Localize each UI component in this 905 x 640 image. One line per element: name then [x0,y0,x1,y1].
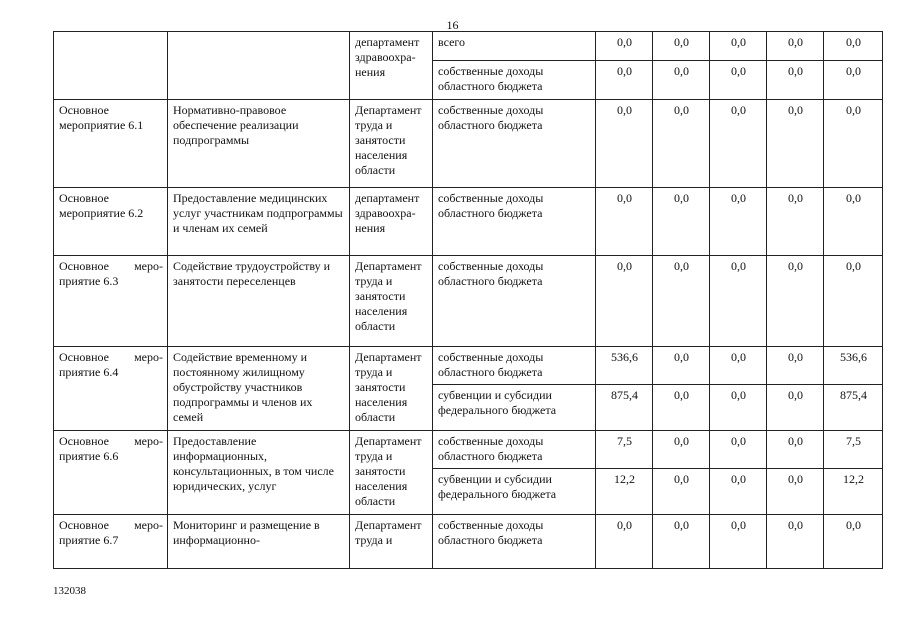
table-row [54,256,883,347]
measure-cell [54,431,168,515]
value-cell: 0,0 [824,100,883,188]
value-cell: 0,0 [767,32,824,61]
value-cell: 0,0 [710,100,767,188]
value-cell: 0,0 [653,469,710,515]
source-cell: собственные доходы областного бюджета [433,188,596,256]
value-cell: 0,0 [596,32,653,61]
value-cell: 0,0 [653,61,710,100]
description-cell: Мониторинг и размещение в информационно- [168,515,350,569]
value-cell: 536,6 [596,347,653,385]
value-cell: 0,0 [710,32,767,61]
table-row [54,431,883,469]
description-cell: Содействие временному и постоянному жилищному обустройству участников подпрограммы и членов их семей [168,347,350,431]
measure-cell [54,515,168,569]
value-cell: 0,0 [767,100,824,188]
value-cell: 0,0 [767,385,824,431]
measure-label-cont: приятие 6.4 [59,365,119,379]
table-row [54,100,883,188]
document-code: 132038 [53,585,86,597]
value-cell: 0,0 [653,347,710,385]
source-cell: всего [433,32,596,61]
measure-label-cont: приятие 6.3 [59,274,119,288]
value-cell: 12,2 [596,469,653,515]
executor-cell: Департамент труда и занятости населения области [350,100,433,188]
source-cell: собственные доходы областного бюджета [433,431,596,469]
table-row [54,347,883,385]
page-number: 16 [446,18,459,32]
measure-cell: Основное мероприятие 6.2 [54,188,168,256]
budget-table [53,31,883,569]
source-cell: собственные доходы областного бюджета [433,515,596,569]
value-cell: 0,0 [767,431,824,469]
value-cell: 0,0 [596,188,653,256]
description-cell [168,32,350,100]
value-cell: 875,4 [596,385,653,431]
measure-label-cont: приятие 6.7 [59,533,119,547]
value-cell: 0,0 [596,256,653,347]
measure-cell [54,256,168,347]
value-cell: 0,0 [653,100,710,188]
source-cell: собственные доходы областного бюджета [433,61,596,100]
value-cell: 0,0 [710,61,767,100]
value-cell: 0,0 [710,256,767,347]
source-cell: собственные доходы областного бюджета [433,256,596,347]
table-row [54,32,883,61]
value-cell: 0,0 [653,256,710,347]
value-cell: 0,0 [767,61,824,100]
value-cell: 0,0 [596,100,653,188]
value-cell: 0,0 [824,256,883,347]
measure-label-cont: приятие 6.6 [59,449,119,463]
source-cell: субвенции и субсидии федерального бюджета [433,469,596,515]
description-cell: Предоставление информационных, консультационных, в том числе юридических, услуг [168,431,350,515]
value-cell: 12,2 [824,469,883,515]
measure-label: Основное меро- [59,350,163,364]
value-cell: 0,0 [653,431,710,469]
value-cell: 0,0 [653,32,710,61]
executor-cell: Департамент труда и занятости населения области [350,256,433,347]
measure-label: Основное меро- [59,434,163,448]
value-cell: 0,0 [767,469,824,515]
table-row [54,515,883,569]
executor-cell: департамент здравоохра-нения [350,32,433,100]
executor-cell: Департамент труда и [350,515,433,569]
value-cell: 0,0 [653,385,710,431]
executor-cell: Департамент труда и занятости населения области [350,347,433,431]
description-cell: Содействие трудоустройству и занятости переселенцев [168,256,350,347]
value-cell: 0,0 [767,515,824,569]
value-cell: 0,0 [596,515,653,569]
measure-cell [54,347,168,431]
value-cell: 536,6 [824,347,883,385]
value-cell: 0,0 [767,256,824,347]
value-cell: 0,0 [824,515,883,569]
value-cell: 0,0 [824,61,883,100]
value-cell: 0,0 [710,188,767,256]
value-cell: 7,5 [824,431,883,469]
executor-cell: департамент здравоохра-нения [350,188,433,256]
table-row [54,188,883,256]
value-cell: 7,5 [596,431,653,469]
value-cell: 0,0 [596,61,653,100]
executor-cell: Департамент труда и занятости населения области [350,431,433,515]
value-cell: 0,0 [710,469,767,515]
value-cell: 0,0 [653,515,710,569]
value-cell: 0,0 [710,385,767,431]
value-cell: 0,0 [710,347,767,385]
value-cell: 875,4 [824,385,883,431]
description-cell: Предоставление медицинских услуг участникам подпрограммы и членам их семей [168,188,350,256]
measure-label: Основное меро- [59,259,163,273]
value-cell: 0,0 [653,188,710,256]
value-cell: 0,0 [710,431,767,469]
measure-cell: Основное мероприятие 6.1 [54,100,168,188]
value-cell: 0,0 [767,347,824,385]
source-cell: собственные доходы областного бюджета [433,347,596,385]
value-cell: 0,0 [824,188,883,256]
description-cell: Нормативно-правовое обеспечение реализации подпрограммы [168,100,350,188]
source-cell: субвенции и субсидии федерального бюджета [433,385,596,431]
measure-label: Основное меро- [59,518,163,532]
value-cell: 0,0 [824,32,883,61]
measure-cell [54,32,168,100]
value-cell: 0,0 [710,515,767,569]
source-cell: собственные доходы областного бюджета [433,100,596,188]
value-cell: 0,0 [767,188,824,256]
